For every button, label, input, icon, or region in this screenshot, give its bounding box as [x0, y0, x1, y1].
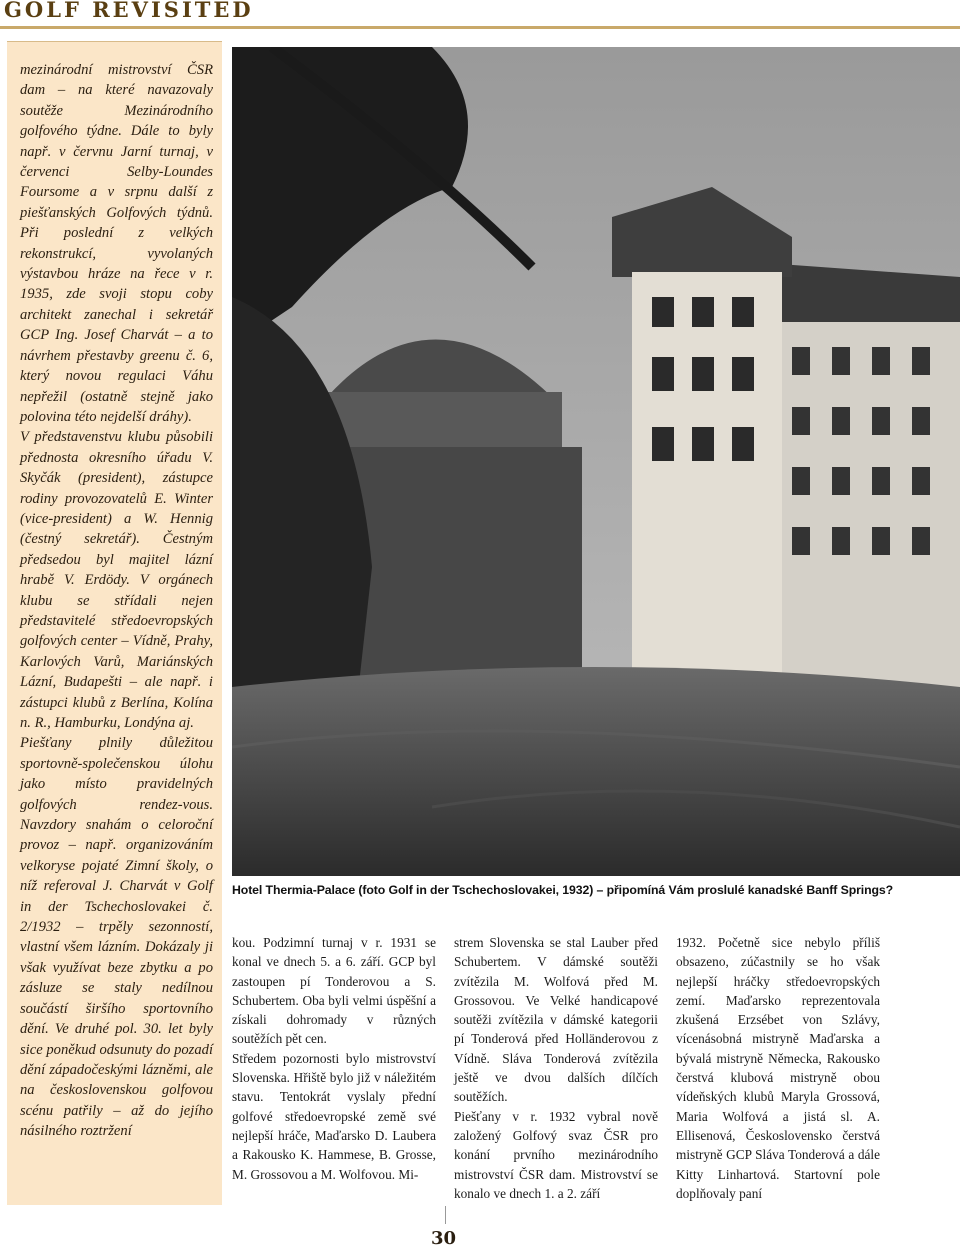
hotel-photo	[232, 47, 960, 876]
page-number: 30	[431, 1228, 457, 1249]
sidebar-box	[7, 41, 222, 1205]
article-column-2: strem Slovenska se stal Lauber před Schubertem. V dámské soutěži zvítězila M. Wolfová před M. Grossovou. Ve Velké handicapové soutěži zvítězila v dámské kategorii pí Tonderová před Holländerovou z Vídně. Sláva Tonderová zvítězila ještě ve dvou dalších dílčích soutěžích. Piešťany v r. 1932 vybral nově založený Golfový svaz ČSR pro konání prvního mezinárodního mistrovství ČSR dam. Mistrovství se konalo ve dnech 1. a 2. září	[454, 935, 658, 1201]
section-title: GOLF REVISITED	[4, 0, 254, 22]
article-column-3: 1932. Početně sice nebylo příliš obsazeno, zúčastnily se ho však nejlepší hráčky středoevropských zemí. Maďarsko reprezentovala zkušená Erzsébet von Szlávy, vícenásobná mistryně Maďarska a bývalá mistryně Německa, Rakousko čerstvá klubová mistryně obou vídeňských klubů Maryla Grossová, Maria Wolfová a jistá sl. A. Ellisenová, Československo čerstvá mistryně GCP Sláva Tonderová a dále Kitty Linhartová. Startovní pole doplňovaly paní	[676, 935, 880, 1201]
photo-caption: Hotel Thermia-Palace (foto Golf in der Tschechoslovakei, 1932) – připomíná Vám proslulé kanadské Banff Springs?	[232, 883, 894, 897]
page-number-rule	[445, 1206, 446, 1224]
sidebar-text: mezinárodní mistrovství ČSR dam – na které navazovaly soutěže Mezinárodního golfového týdne. Dále to byly např. v červnu Jarní turnaj, v červenci Selby-Loundes Foursome a v srpnu další z piešťanských Golfových týdnů. Při poslední z velkých rekonstrukcí, vyvolaných výstavbou hráze na řece v r. 1935, zde svoji stopu coby architekt zanechal i sekretář GCP Ing. Josef Charvát – a to návrhem přestavby greenu č. 6, který novou regulaci Váhu nepřežil (ostatně stejně jako polovina této nejdelší dráhy). V představenstvu klubu působili přednosta okresního úřadu V. Skyčák (president), zástupce rodiny provozovatelů E. Winter (vice-president) a W. Hennig (čestný sekretář). Čestným předsedou byl majitel lázní hrabě V. Erdödy. V orgánech klubu se střídali nejen představitelé středoevropských golfových center – Vídně, Prahy, Karlových Varů, Mariánských Lázní, Budapešti – ale např. i zástupci klubů z Berlína, Kolína n. R., Hamburku, Londýna aj. Piešťany plnily důležitou sportovně-společenskou úlohu jako místo pravidelných golfových rendez-vous. Navzdory snahám o celoroční provoz – např. organizováním velkoryse pojaté Zimní školy, o níž referoval J. Charvát v Golf in der Tschechoslovakei č. 2/1932 – trpěly sezonností, vlastní všem lázním. Dokázaly ji však využívat beze zbytku a po zásluze se staly nedílnou součástí širšího sportovního dění. Ve druhé pol. 30. let byly sice poněkud odsunuty do pozadí dění západočeskými lázněmi, ale na československou golfovou scénu patřily – až do jejího násilného roztržení	[20, 62, 213, 1140]
article-column-1: kou. Podzimní turnaj v r. 1931 se konal ve dnech 5. a 6. září. GCP byl zastoupen pí Tonderovou a S. Schubertem. Oba byli velmi úspěšní a získali dohromady v různých soutěžích pět cen. Středem pozornosti bylo mistrovství Slovenska. Hřiště bylo již v náležitém stavu. Tentokrát vyslaly přední golfové středoevropské země své nejlepší hráče, Maďarsko D. Laubera a Rakousko K. Hammese, B. Grosse, M. Grossovou a M. Wolfovou. Mi-	[232, 935, 436, 1182]
page-header	[0, 0, 960, 29]
hotel-photo-image	[232, 47, 960, 876]
